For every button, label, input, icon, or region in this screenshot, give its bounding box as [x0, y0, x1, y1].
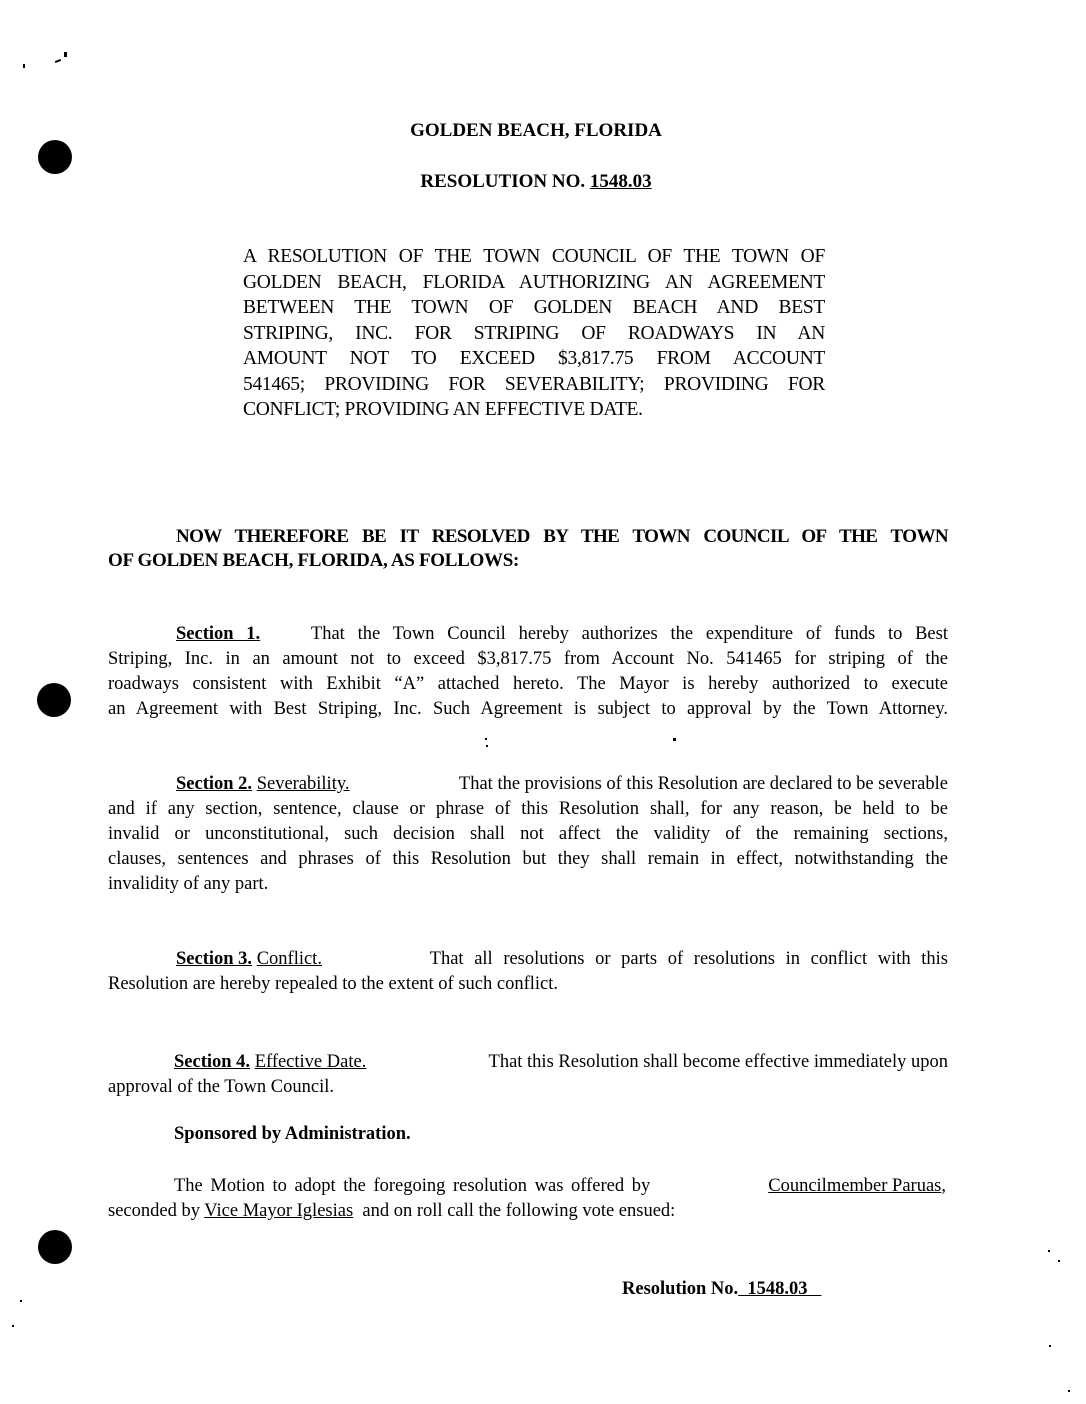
- section-text: That all resolutions or parts of resolutions in conflict with this: [429, 949, 948, 969]
- preamble-line: AMOUNT NOT TO EXCEED $3,817.75 FROM ACCOUNT: [243, 348, 825, 369]
- resolution-heading: [0, 171, 1072, 193]
- section-3: [108, 949, 948, 999]
- scan-speck: [486, 745, 488, 747]
- scan-speck: [1049, 1345, 1051, 1347]
- section-text: That the provisions of this Resolution are declared to be severable: [458, 774, 948, 794]
- resolved-clause-line: OF GOLDEN BEACH, FLORIDA, AS FOLLOWS:: [108, 550, 520, 571]
- scan-speck: [20, 1300, 22, 1302]
- section-line: approval of the Town Council.: [108, 1077, 334, 1097]
- preamble-line: BETWEEN THE TOWN OF GOLDEN BEACH AND BEST: [243, 297, 825, 318]
- motion-text: The Motion to adopt the foregoing resolution was offered by: [174, 1176, 651, 1196]
- preamble-line: 541465; PROVIDING FOR SEVERABILITY; PROVIDING FOR: [243, 373, 825, 395]
- section-4: [108, 1052, 948, 1102]
- preamble-line: STRIPING, INC. FOR STRIPING OF ROADWAYS IN AN: [243, 322, 825, 344]
- section-line: an Agreement with Best Striping, Inc. Such Agreement is subject to approval by the Town Attorney.: [108, 699, 948, 719]
- section-heading: Section 2.: [176, 774, 253, 794]
- scan-speck: [1048, 1250, 1050, 1252]
- motion-punctuation: ,: [941, 1176, 946, 1196]
- motion: [108, 1176, 946, 1226]
- section-2: [108, 774, 948, 899]
- resolved-clause-line: NOW THEREFORE BE IT RESOLVED BY THE TOWN COUNCIL OF THE TOWN: [176, 526, 948, 547]
- section-heading: Section 3.: [176, 949, 253, 969]
- preamble-line: GOLDEN BEACH, FLORIDA AUTHORIZING AN AGREEMENT: [243, 271, 825, 293]
- motion-line: [108, 1201, 946, 1226]
- section-heading: Section 1.: [176, 624, 261, 644]
- punch-hole-middle: [37, 683, 71, 717]
- scan-speck: [1068, 1390, 1070, 1392]
- scan-speck: [23, 64, 25, 68]
- mover-name: Councilmember Paruas: [768, 1176, 942, 1196]
- footer-number: 1548.03: [747, 1279, 808, 1299]
- scan-speck: [12, 1325, 14, 1327]
- section-title: Conflict.: [256, 949, 322, 969]
- section-line: [108, 624, 948, 649]
- resolution-number: 1548.03: [589, 171, 652, 192]
- section-line: and if any section, sentence, clause or phrase of this Resolution shall, for any reason, be held to be: [108, 799, 948, 819]
- seconder-name: Vice Mayor Iglesias: [204, 1201, 354, 1221]
- motion-text: seconded by: [108, 1201, 200, 1221]
- section-text: That this Resolution shall become effective immediately upon: [488, 1052, 948, 1072]
- section-heading: Section 4.: [174, 1052, 251, 1072]
- section-title: Effective Date.: [254, 1052, 367, 1072]
- section-line: roadways consistent with Exhibit “A” attached hereto. The Mayor is hereby authorized to execute: [108, 674, 948, 694]
- footer-label: Resolution No.: [622, 1279, 739, 1299]
- motion-line: [108, 1176, 946, 1201]
- section-line: clauses, sentences and phrases of this Resolution but they shall remain in effect, notwithstanding the: [108, 849, 948, 869]
- preamble: [243, 246, 825, 425]
- section-line: invalidity of any part.: [108, 874, 269, 894]
- resolution-label: RESOLUTION NO.: [420, 171, 586, 192]
- scan-speck: [1058, 1260, 1060, 1262]
- scan-speck: [64, 52, 67, 57]
- preamble-line: A RESOLUTION OF THE TOWN COUNCIL OF THE TOWN OF: [243, 246, 825, 267]
- section-line: [108, 949, 948, 974]
- motion-text: and on roll call the following vote ensued:: [362, 1201, 676, 1221]
- scan-speck: [673, 738, 676, 741]
- punch-hole-top: [38, 140, 72, 174]
- footer-resolution-number: [622, 1279, 821, 1300]
- sponsor-line: Sponsored by Administration.: [174, 1124, 411, 1144]
- section-line: Resolution are hereby repealed to the extent of such conflict.: [108, 974, 558, 994]
- section-1: [108, 624, 948, 724]
- section-title: Severability.: [256, 774, 350, 794]
- section-line: Striping, Inc. in an amount not to exceed $3,817.75 from Account No. 541465 for striping of the: [108, 649, 948, 669]
- scan-speck: [485, 738, 487, 740]
- municipality-heading: GOLDEN BEACH, FLORIDA: [410, 120, 662, 141]
- scan-speck: [55, 59, 61, 63]
- section-text: That the Town Council hereby authorizes the expenditure of funds to Best: [310, 624, 948, 644]
- preamble-line: CONFLICT; PROVIDING AN EFFECTIVE DATE.: [243, 399, 643, 420]
- section-line: [108, 774, 948, 799]
- punch-hole-bottom: [38, 1230, 72, 1264]
- section-line: invalid or unconstitutional, such decision shall not affect the validity of the remaining sections,: [108, 824, 948, 844]
- section-line: [108, 1052, 948, 1077]
